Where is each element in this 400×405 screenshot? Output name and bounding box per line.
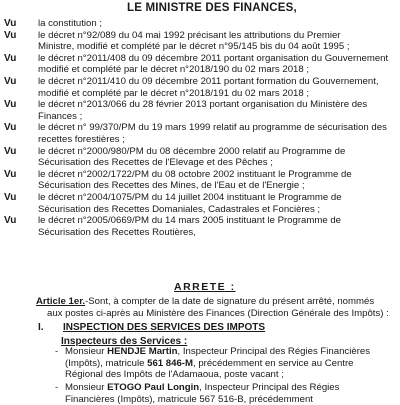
visa-item — [4, 146, 396, 169]
vu-label: Vu — [4, 52, 17, 64]
visa-line: le décret n°2013/066 du 28 février 2013 portant organisation du Ministère des — [38, 99, 368, 111]
item-text: , Inspecteur Principal des Régies Financières — [177, 346, 371, 357]
vu-label: Vu — [4, 122, 17, 134]
visa-text — [38, 99, 396, 122]
visa-line: le décret n°2000/980/PM du 08 décembre 2000 relatif au Programme de — [38, 145, 346, 157]
arrete-heading: ARRETE : — [174, 281, 236, 293]
item-name: ETOGO Paul Longin — [107, 382, 200, 393]
visa-line: modifié et complété par le décret n°2018/191 du 02 mars 2018 ; — [38, 87, 310, 99]
visa-text — [38, 122, 396, 145]
article-text: -Sont, à compter de la date de signature du présent arrêté, nommés — [85, 296, 375, 307]
visa-item — [4, 169, 396, 192]
list-item-body — [65, 346, 395, 381]
visa-text — [38, 215, 396, 238]
item-line — [65, 358, 395, 370]
vu-label: Vu — [4, 29, 17, 41]
visa-line: le décret n°2005/0669/PM du 14 mars 2005 instituant le Programme de — [38, 215, 342, 227]
list-dash: - — [55, 382, 59, 393]
item-line — [65, 346, 395, 358]
subsection-heading: Inspecteurs des Services : — [61, 336, 188, 347]
visa-item — [4, 99, 396, 122]
vu-label: Vu — [4, 99, 17, 111]
visa-text — [38, 192, 396, 215]
visa-line: le décret n°2002/1722/PM du 08 octobre 2002 instituant le Programme de — [38, 168, 352, 180]
visa-item — [4, 30, 396, 53]
visa-item — [4, 76, 396, 99]
item-name: HENDJE Martin — [107, 346, 178, 357]
visa-line: le décret n°2011/408 du 09 décembre 2011 portant organisation du Gouvernement — [38, 52, 389, 64]
item-line: Régional des Impôts de l'Adamaoua, poste vacant ; — [65, 369, 284, 381]
article-label: Article 1er. — [36, 296, 86, 307]
list-item — [55, 382, 395, 405]
visa-line: Sécurisation des Recettes des Mines, de l'Eau et de l'Energie ; — [38, 180, 305, 192]
visa-text — [38, 30, 396, 53]
visa-line: Sécurisation des Recettes de l'Elevage et des Pêches ; — [38, 157, 273, 169]
visa-line: Sécurisation des Recettes Routières, — [38, 226, 196, 238]
item-prefix: Monsieur — [65, 346, 105, 357]
visa-line: le décret n°2004/1075/PM du 14 juillet 2004 instituant le Programme de — [38, 191, 342, 203]
visa-text — [38, 146, 396, 169]
visa-item — [4, 192, 396, 215]
item-line: Financières (Impôts), matricule 567 516-B, précédemment — [65, 393, 313, 405]
visa-text — [38, 169, 396, 192]
section-title: INSPECTION DES SERVICES DES IMPOTS — [63, 322, 266, 333]
list-dash: - — [55, 346, 59, 357]
list-item-body — [65, 382, 395, 405]
article-line: aux postes ci-après au Ministère des Finances (Direction Générale des Impôts) : — [47, 307, 389, 319]
vu-label: Vu — [4, 191, 17, 203]
visa-line: le décret n°92/089 du 04 mai 1992 précisant les attributions du Premier — [38, 29, 341, 41]
visa-line: Finances ; — [38, 110, 83, 122]
visa-line: la constitution ; — [38, 18, 102, 29]
visa-line: Ministre, modifié et complété par le décret n°95/145 bis du 04 août 1995 ; — [38, 41, 350, 53]
vu-label: Vu — [4, 215, 17, 227]
visa-item — [4, 122, 396, 145]
visa-item — [4, 53, 396, 76]
vu-label: Vu — [4, 18, 17, 29]
item-text: , précédemment en service au Centre — [192, 357, 354, 369]
vu-label: Vu — [4, 75, 17, 87]
item-text: (Impôts), matricule — [65, 357, 145, 369]
list-item — [55, 346, 395, 381]
section-heading — [38, 322, 398, 333]
visa-item — [4, 18, 396, 30]
visa-line: Sécurisation des Recettes Domaniales, Cadastrales et Foncières ; — [38, 203, 321, 215]
vu-label: Vu — [4, 145, 17, 157]
document-title: LE MINISTRE DES FINANCES, — [127, 2, 297, 14]
item-line — [65, 382, 395, 394]
item-matricule: 561 846-M — [147, 357, 193, 369]
item-prefix: Monsieur — [65, 382, 105, 393]
vu-label: Vu — [4, 168, 17, 180]
visa-line: recettes forestières ; — [38, 133, 125, 145]
visa-line: modifié et complété par le décret n°2018/190 du 02 mars 2018 ; — [38, 64, 310, 76]
item-text: , Inspecteur Principal des Régies — [199, 382, 340, 393]
visa-text — [38, 53, 396, 76]
visa-item — [4, 215, 396, 238]
visa-text — [38, 18, 396, 30]
visa-line: le décret n°2011/410 du 09 décembre 2011 portant formation du Gouvernement, — [38, 75, 379, 87]
visa-line: le décret n° 99/370/PM du 19 mars 1999 relatif au programme de sécurisation des — [38, 122, 387, 134]
visas-list — [4, 18, 396, 238]
visa-text — [38, 76, 396, 99]
section-number: I. — [38, 322, 44, 333]
article-1 — [36, 296, 396, 319]
article-line — [36, 296, 396, 308]
